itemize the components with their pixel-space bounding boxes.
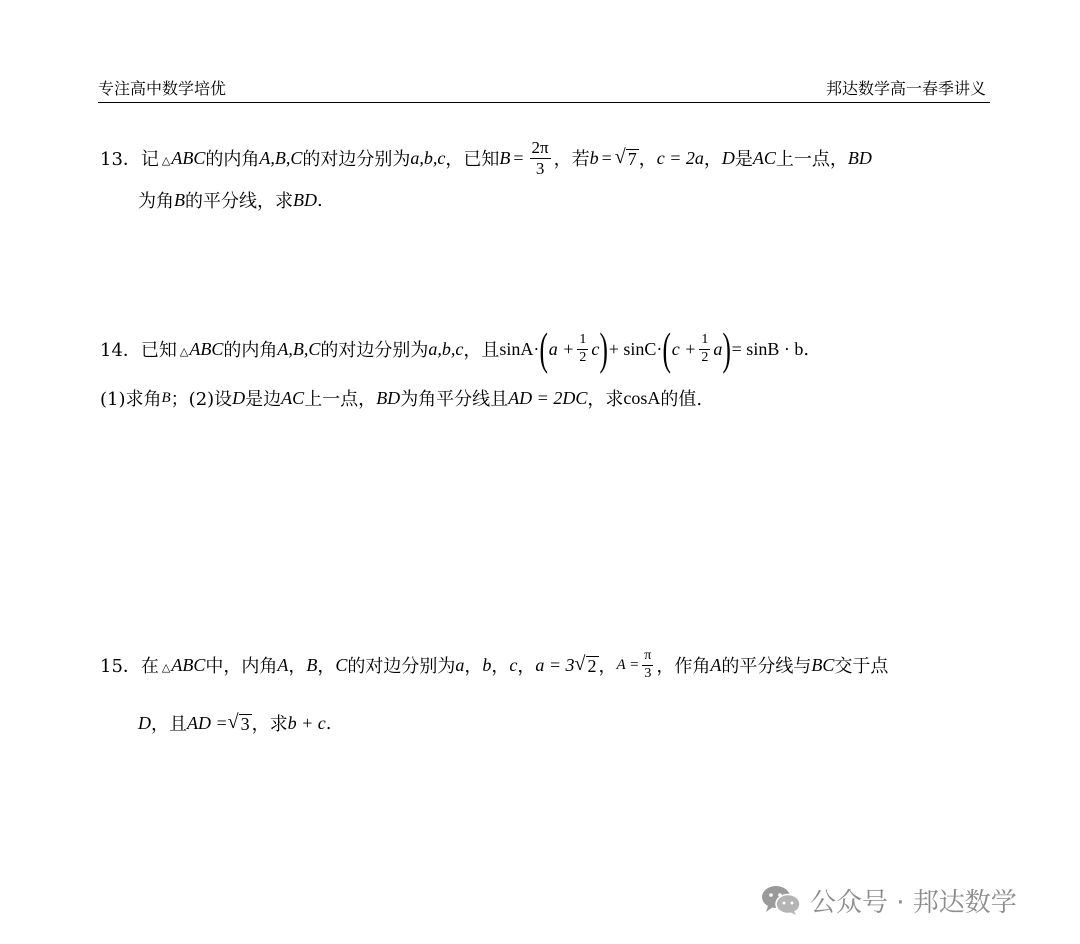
text: 的平分线与 — [721, 656, 812, 677]
var-A: A — [710, 654, 722, 675]
var-BC: BC — [811, 654, 835, 675]
text: ，求 — [251, 714, 288, 735]
header-right-text: 邦达数学高一春季讲义 — [825, 79, 986, 98]
text: 的内角 — [205, 149, 260, 170]
var-D: D — [138, 712, 151, 733]
right-paren: ) — [599, 323, 609, 374]
term-a: a — [713, 338, 723, 359]
sqrt-2: √ 2 — [574, 653, 597, 677]
text: 在 — [140, 656, 159, 677]
right-paren: ) — [722, 323, 732, 374]
fraction-1-2 — [699, 332, 710, 365]
radicand: 7 — [627, 149, 637, 170]
problem-15-line-2 — [138, 708, 332, 738]
ad-equation: AD = — [187, 712, 228, 733]
text: ， — [638, 149, 657, 170]
text: 的对边分别为 — [320, 340, 429, 361]
problem-14-line-1 — [100, 323, 810, 374]
text: (1)求角 — [100, 389, 162, 410]
var-C: C — [335, 654, 348, 675]
triangle-name: ABC — [189, 338, 224, 359]
var-AC: AC — [752, 147, 776, 168]
header-left-text: 专注高中数学培优 — [98, 79, 227, 98]
text: 的对边分别为 — [347, 656, 456, 677]
var-D: D — [721, 147, 735, 168]
text: 上一点， — [775, 149, 848, 170]
frac-den: 3 — [644, 665, 652, 681]
b-plus-c: b + c — [287, 712, 326, 733]
text: . — [317, 189, 323, 211]
sides: a,b,c — [410, 147, 446, 168]
var-AC: AC — [281, 387, 305, 408]
a-equation: a = 3 — [535, 654, 575, 675]
text: 的内角 — [223, 340, 278, 361]
text: 交于点 — [834, 656, 889, 677]
page-header — [98, 76, 990, 103]
watermark — [760, 882, 1050, 918]
fraction-2pi-3 — [530, 138, 551, 178]
sqrt-7: √ 7 — [614, 146, 637, 170]
text: . — [803, 338, 810, 360]
var-BD: BD — [847, 147, 872, 168]
problem-14-number: 14． — [100, 340, 141, 361]
rhs: = sinB · b — [731, 338, 804, 359]
text: ，作角 — [656, 656, 711, 677]
text: ， — [317, 656, 336, 677]
triangle-icon: △ — [161, 660, 171, 674]
sinC: + sinC· — [608, 338, 663, 359]
problem-13-line-2 — [138, 187, 323, 213]
A-equation: A = — [616, 656, 640, 673]
triangle-name: ABC — [171, 654, 206, 675]
c-equation: c = 2a — [656, 147, 704, 168]
triangle-icon: △ — [161, 153, 171, 167]
fraction-pi-3 — [642, 648, 653, 681]
text: ，若 — [553, 149, 590, 170]
text: 为角 — [138, 191, 174, 212]
problem-13-line-1: 13． 记 △ ABC 的内角 A,B,C 的对边分别为 a,b,c ，已知 B = $\frac{2\pi}{3}$ ，若 b = √ 7 ， c = 2a ， D 是 AC 上一点， BD — [100, 137, 872, 178]
text: 的平分线，求 — [185, 191, 293, 212]
text: 是边 — [245, 389, 282, 410]
text: ， — [288, 656, 307, 677]
text: 中，内角 — [205, 656, 278, 677]
var-b: b — [589, 147, 599, 168]
text: ，且 — [151, 714, 187, 735]
text: ， — [464, 656, 483, 677]
text: 记 — [140, 149, 159, 170]
frac-num: π — [642, 648, 653, 665]
fraction-1-2 — [577, 332, 588, 365]
problem-15-line-1 — [100, 645, 888, 685]
text: 的对边分别为 — [302, 149, 411, 170]
problem-14-line-2 — [100, 385, 702, 411]
wechat-icon — [760, 884, 802, 916]
text: 是 — [734, 149, 753, 170]
var-c: c — [509, 654, 518, 675]
var-B: B — [306, 654, 318, 675]
text: 为角平分线且 — [400, 389, 509, 410]
frac-num: 2π — [531, 137, 549, 157]
frac-num: 1 — [699, 332, 710, 349]
problem-15-number: 15． — [100, 656, 141, 677]
angles: A,B,C — [277, 338, 321, 359]
angles: A,B,C — [259, 147, 303, 168]
var-B: B — [174, 189, 185, 210]
var-A: A — [277, 654, 289, 675]
cosA: cosA — [623, 387, 661, 408]
text: ，已知 — [445, 149, 500, 170]
var-a: a — [455, 654, 465, 675]
text: ， — [703, 149, 722, 170]
left-paren: ( — [539, 323, 549, 374]
text: 的值. — [660, 389, 703, 410]
text: 上一点， — [304, 389, 377, 410]
text: . — [325, 712, 332, 734]
frac-den: 2 — [701, 349, 709, 365]
triangle-name: ABC — [171, 147, 206, 168]
sinA: sinA· — [499, 338, 540, 359]
text: ，求 — [587, 389, 624, 410]
var-B: B — [499, 147, 511, 168]
radicand: 3 — [240, 714, 250, 735]
left-paren: ( — [662, 323, 672, 374]
frac-den: 3 — [535, 158, 545, 178]
text: ， — [517, 656, 536, 677]
var-BD: BD — [293, 189, 317, 210]
var-D: D — [232, 387, 246, 408]
frac-den: 2 — [579, 349, 587, 365]
sides: a,b,c — [428, 338, 464, 359]
text: ，且 — [463, 340, 500, 361]
var-B: B — [161, 389, 171, 406]
ad-equation: AD = 2DC — [508, 387, 588, 408]
problem-13-number: 13． — [100, 149, 141, 170]
watermark-text: 公众号 · 邦达数学 — [810, 887, 1017, 918]
text: 已知 — [140, 340, 177, 361]
radicand: 2 — [587, 656, 597, 677]
term-a: a + — [548, 338, 575, 359]
term-c: c — [591, 338, 600, 359]
text: ；(2)设 — [170, 389, 233, 410]
text: ， — [491, 656, 510, 677]
var-b: b — [482, 654, 492, 675]
equals: = — [513, 147, 524, 168]
frac-num: 1 — [577, 332, 588, 349]
term-c: c + — [671, 338, 697, 359]
sqrt-3: √ 3 — [227, 711, 250, 735]
var-BD: BD — [376, 387, 401, 408]
text: ， — [598, 656, 617, 677]
triangle-icon: △ — [179, 344, 189, 358]
